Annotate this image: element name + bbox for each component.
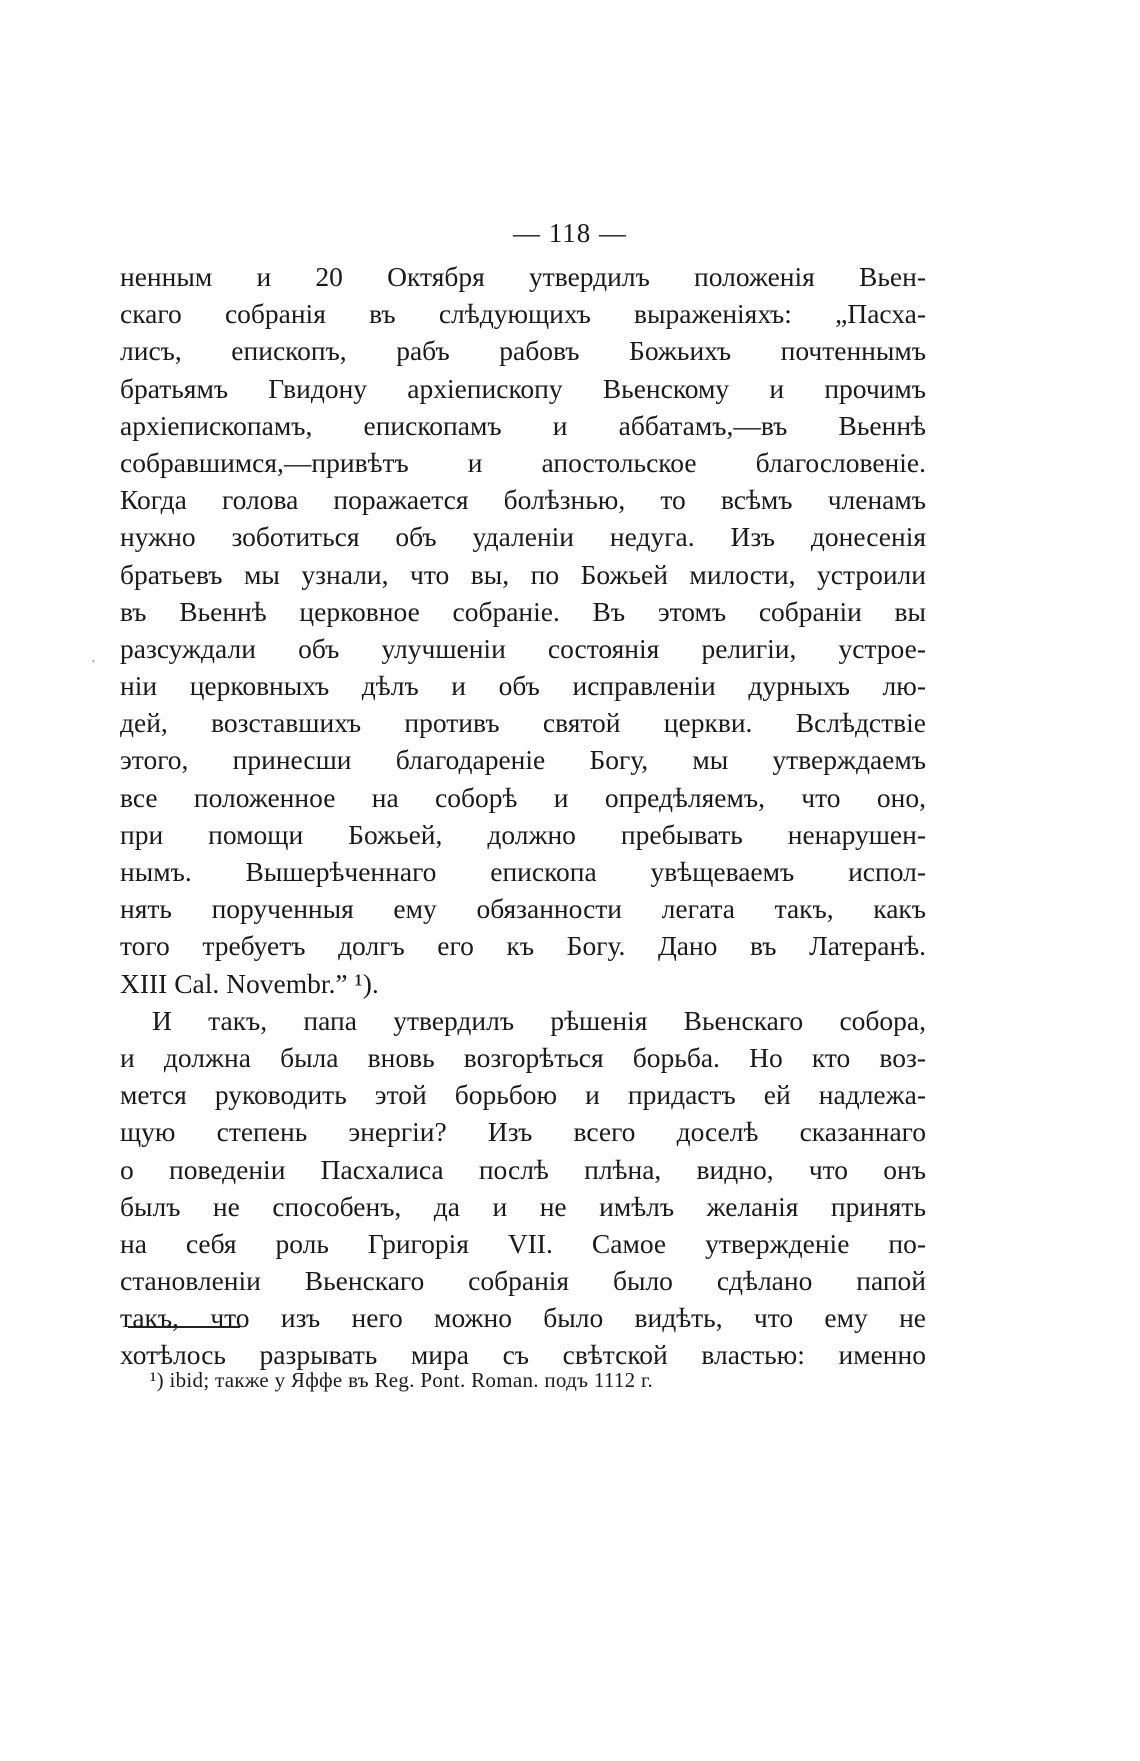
- text-line: нымъ. Вышерѣченнаго епископа увѣщеваемъ испол-: [120, 856, 926, 887]
- footnote-text: ibid; также у Яффе въ Reg. Pont. Roman. подъ 1112 г.: [169, 1368, 654, 1392]
- footnote-marker: ¹): [150, 1368, 164, 1392]
- footnote: [150, 1368, 653, 1393]
- text-line: все положенное на соборѣ и опредѣляемъ, что оно,: [120, 781, 926, 813]
- text-line: въ Вьеннѣ церковное собраніе. Въ этомъ собраніи вы: [120, 595, 926, 627]
- text-line: ніи церковныхъ дѣлъ и объ исправленіи дурныхъ лю-: [120, 670, 926, 702]
- body-text: [120, 258, 926, 1374]
- text-line: братьевъ мы узнали, что вы, по Божьей милости, устроили: [120, 558, 926, 590]
- text-line: мется руководить этой борьбою и придастъ ей надлежа-: [120, 1079, 926, 1111]
- page-number: — 118 —: [513, 218, 627, 248]
- text-line: разсуждали объ улучшеніи состоянія религіи, устрое-: [120, 632, 926, 664]
- text-line-with-footnote-ref: XIII Cal. Novembr.” ¹).: [120, 967, 379, 999]
- text-line: дей, возставшихъ противъ святой церкви. Вслѣдствіе: [120, 707, 926, 739]
- text-line: этого, принесши благодареніе Богу, мы утверждаемъ: [120, 744, 926, 776]
- text-line: Когда голова поражается болѣзнью, то всѣмъ членамъ: [120, 484, 926, 516]
- text-line: при помощи Божьей, должно пребывать ненарушен-: [120, 818, 926, 850]
- footnote-divider: [128, 1326, 240, 1328]
- text-line: щую степень энергіи? Изъ всего доселѣ сказаннаго: [120, 1116, 926, 1148]
- text-line: собравшимся,—привѣтъ и апостольское благословеніе.: [120, 446, 926, 478]
- text-line: архіепископамъ, епископамъ и аббатамъ,—въ Вьеннѣ: [120, 409, 926, 441]
- scan-speck: ,: [92, 650, 95, 664]
- text-line: И такъ, папа утвердилъ рѣшенія Вьенскаго собора,: [152, 1004, 926, 1036]
- text-line: становленіи Вьенскаго собранія было сдѣлано папой: [120, 1265, 926, 1297]
- text-line: того требуетъ долгъ его къ Богу. Дано въ Латеранѣ.: [120, 930, 926, 962]
- paragraph-1: [120, 258, 926, 1002]
- text-line: скаго собранія въ слѣдующихъ выраженіяхъ: „Пасха-: [120, 298, 926, 330]
- text-line: братьямъ Гвидону архіепископу Вьенскому и прочимъ: [120, 372, 926, 404]
- paragraph-2: [120, 1002, 926, 1374]
- text-line: лисъ, епископъ, рабъ рабовъ Божьихъ почтеннымъ: [120, 335, 926, 367]
- text-line: ненным и 20 Октября утвердилъ положенія Вьен-: [120, 261, 926, 292]
- text-line: и должна была вновь возгорѣться борьба. Но кто воз-: [120, 1041, 926, 1073]
- text-line: на себя роль Григорія VII. Самое утвержденіе по-: [120, 1227, 926, 1259]
- text-line: о поведеніи Пасхалиса послѣ плѣна, видно, что онъ: [120, 1153, 926, 1185]
- text-line: нять порученныя ему обязанности легата такъ, какъ: [120, 893, 926, 925]
- text-line: былъ не способенъ, да и не имѣлъ желанія принять: [120, 1190, 926, 1222]
- text-line: такъ, что изъ него можно было видѣть, что ему не: [120, 1302, 926, 1334]
- text-line: нужно зоботиться объ удаленіи недуга. Изъ донесенія: [120, 521, 926, 553]
- text-line: хотѣлось разрывать мира съ свѣтской властью: именно: [120, 1339, 926, 1371]
